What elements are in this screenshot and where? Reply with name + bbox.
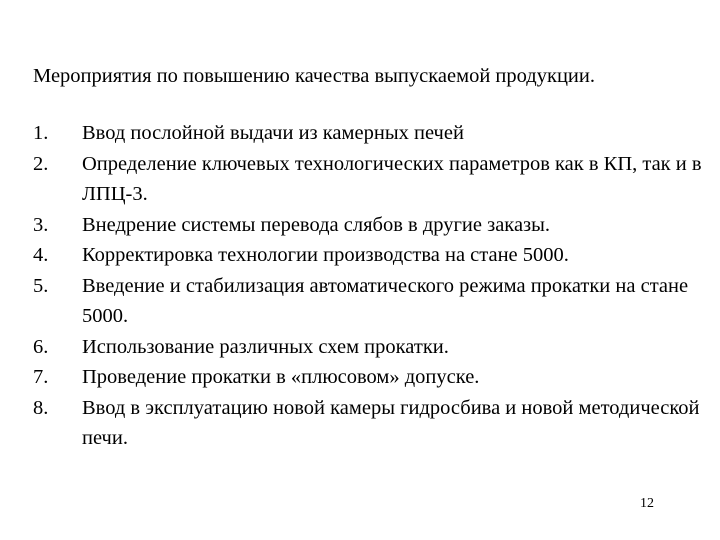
list-item bbox=[33, 393, 703, 454]
list-item bbox=[33, 271, 703, 332]
list-item-number: 7. bbox=[33, 366, 49, 388]
list-item-number: 6. bbox=[33, 335, 49, 358]
list-item-number: 8. bbox=[33, 396, 49, 419]
list-item-text: Корректировка технологии производства на стане 5000. bbox=[82, 244, 569, 266]
list-item bbox=[33, 210, 703, 241]
list-item-text: Определение ключевых технологических параметров как в КП, так и в ЛПЦ-3. bbox=[82, 152, 702, 205]
list-item-number: 4. bbox=[33, 244, 49, 266]
list-item-text: Введение и стабилизация автоматического режима прокатки на стане 5000. bbox=[82, 274, 689, 327]
list-item bbox=[33, 362, 703, 393]
list-item-text: Использование различных схем прокатки. bbox=[82, 335, 449, 358]
list-item-number: 3. bbox=[33, 213, 49, 236]
list-item-text: Внедрение системы перевода слябов в другие заказы. bbox=[82, 213, 551, 236]
list-item bbox=[33, 149, 703, 210]
list-item-number: 2. bbox=[33, 152, 49, 175]
list-item-number: 1. bbox=[33, 122, 49, 144]
list-item-text: Ввод послойной выдачи из камерных печей bbox=[82, 122, 464, 144]
list-item bbox=[33, 240, 703, 271]
list-item bbox=[33, 118, 703, 149]
page-number: 12 bbox=[640, 496, 654, 511]
list-item-text: Проведение прокатки в «плюсовом» допуске. bbox=[82, 366, 480, 388]
list-item-number: 5. bbox=[33, 274, 49, 297]
slide-title: Мероприятия по повышению качества выпускаемой продукции. bbox=[33, 65, 595, 87]
list-item bbox=[33, 332, 703, 363]
measures-list bbox=[33, 118, 703, 454]
list-item-text: Ввод в эксплуатацию новой камеры гидросбива и новой методической печи. bbox=[82, 396, 700, 449]
